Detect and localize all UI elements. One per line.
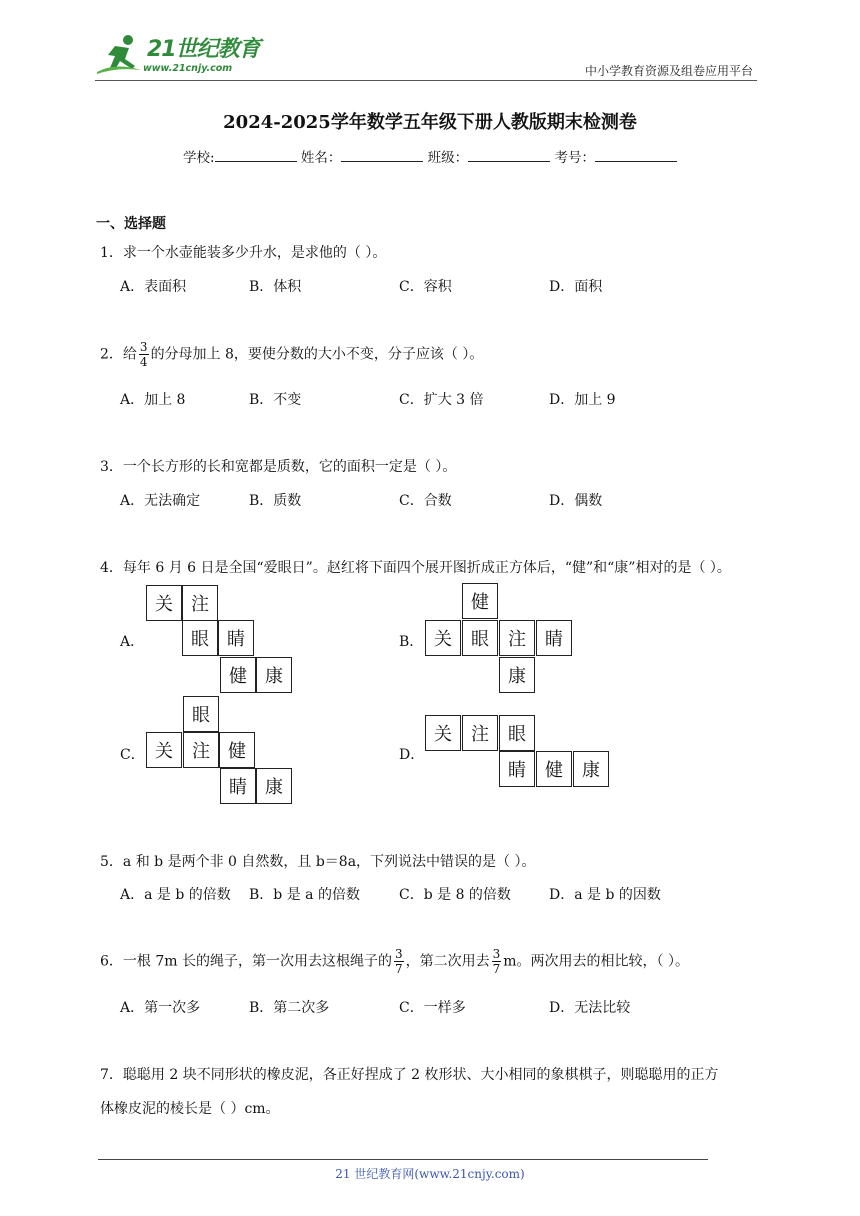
class-label: 班级： — [427, 150, 469, 166]
school-label: 学校: — [183, 150, 215, 166]
question-2-option-d: D．加上 9 — [549, 392, 616, 408]
question-6-option-a: A．第一次多 — [120, 1000, 201, 1016]
question-2-option-a: A．加上 8 — [120, 392, 186, 408]
question-4-stem: 4．每年 6 月 6 日是全国“爱眼日”。赵红将下面四个展开图折成正方体后，“健”和“康”相对的是（ ）。 — [100, 560, 731, 576]
fraction-denominator: 4 — [139, 355, 148, 369]
question-1-option-b: B．体积 — [249, 279, 302, 295]
question-5-option-d: D．a 是 b 的因数 — [549, 887, 661, 903]
question-5-stem: 5．a 和 b 是两个非 0 自然数，且 b＝8a，下列说法中错误的是（ ）。 — [100, 854, 536, 870]
footer-divider — [98, 1159, 708, 1160]
question-5-option-b: B．b 是 a 的倍数 — [249, 887, 360, 903]
net-c-cell: 健 — [219, 732, 255, 768]
net-b-cell: 关 — [425, 620, 461, 656]
question-3-stem: 3．一个长方形的长和宽都是质数，它的面积一定是（ ）。 — [100, 459, 457, 475]
question-6-option-b: B．第二次多 — [249, 1000, 330, 1016]
net-b-cell: 眼 — [462, 620, 498, 656]
net-c-cell: 注 — [183, 732, 219, 768]
question-1-option-c: C．容积 — [399, 279, 452, 295]
question-6-option-d: D．无法比较 — [549, 1000, 631, 1016]
question-5-option-a: A．a 是 b 的倍数 — [120, 887, 231, 903]
exam-no-label: 考号： — [554, 150, 595, 166]
logo-url: www.21cnjy.com — [143, 63, 233, 74]
net-a-label: A． — [120, 634, 145, 650]
question-6-option-c: C．一样多 — [399, 1000, 466, 1016]
question-2-option-c: C．扩大 3 倍 — [399, 392, 484, 408]
fraction-numerator: 3 — [395, 947, 403, 961]
question-1-option-a: A．表面积 — [120, 279, 187, 295]
question-6-stem-middle: ，第二次用去 — [405, 953, 490, 970]
net-a-cell: 睛 — [218, 620, 254, 656]
fraction-numerator: 3 — [139, 340, 148, 354]
question-6-stem-start: 6．一根 7m 长的绳子，第一次用去这根绳子的 — [100, 953, 392, 970]
net-d-cell: 睛 — [499, 751, 535, 787]
net-d-cell: 关 — [425, 715, 461, 751]
question-6-stem-end: m。两次用去的相比较，（ ）。 — [503, 953, 690, 970]
footer-text: 21 世纪教育网(www.21cnjy.com) — [335, 1167, 525, 1181]
student-info-line — [0, 146, 860, 166]
net-a-cell: 眼 — [182, 620, 218, 656]
net-b-cell: 健 — [462, 583, 498, 619]
question-2-option-b: B．不变 — [249, 392, 302, 408]
platform-label: 中小学教育资源及组卷应用平台 — [584, 64, 753, 78]
net-b-cell: 康 — [499, 657, 535, 693]
header-divider — [95, 80, 757, 81]
name-blank — [341, 148, 423, 162]
fraction-three-sevenths — [394, 947, 404, 976]
net-d-cell: 眼 — [499, 715, 535, 751]
school-blank — [215, 148, 297, 162]
question-7-line-2: 体橡皮泥的棱长是（ ）cm。 — [100, 1101, 280, 1117]
net-c-label: C． — [120, 747, 145, 763]
question-1-option-d: D．面积 — [549, 279, 603, 295]
fraction-denominator: 7 — [492, 962, 501, 976]
section-heading: 一、选择题 — [96, 216, 166, 232]
fraction-denominator: 7 — [395, 962, 403, 976]
question-5-option-c: C．b 是 8 的倍数 — [399, 887, 511, 903]
fraction-three-quarters — [139, 340, 149, 369]
net-a-cell: 健 — [220, 657, 256, 693]
question-3-option-d: D．偶数 — [549, 493, 603, 509]
fraction-three-sevenths — [492, 947, 502, 976]
question-3-option-c: C．合数 — [399, 493, 452, 509]
net-d-cell: 健 — [536, 751, 572, 787]
net-d-cell: 康 — [573, 751, 609, 787]
question-7-line-1: 7．聪聪用 2 块不同形状的橡皮泥，各正好捏成了 2 枚形状、大小相同的象棋棋子，则聪聪用的正方 — [100, 1067, 719, 1083]
question-3-option-a: A．无法确定 — [120, 493, 201, 509]
net-d-label: D． — [399, 747, 425, 763]
question-1-stem: 1．求一个水壶能装多少升水，是求他的（ ）。 — [100, 245, 387, 261]
fraction-numerator: 3 — [492, 947, 501, 961]
class-blank — [468, 148, 550, 162]
net-b-cell: 注 — [499, 620, 535, 656]
net-c-cell: 康 — [256, 768, 292, 804]
net-a-cell: 康 — [256, 657, 292, 693]
net-a-cell: 注 — [182, 585, 218, 621]
name-label: 姓名： — [300, 150, 342, 166]
net-c-cell: 关 — [146, 732, 182, 768]
net-a-cell: 关 — [146, 585, 182, 621]
net-b-label: B． — [399, 634, 424, 650]
question-2-stem-start: 2．给 — [100, 346, 137, 363]
question-2-stem — [100, 340, 483, 369]
net-b-cell: 睛 — [536, 620, 572, 656]
net-c-cell: 睛 — [220, 768, 256, 804]
question-3-option-b: B．质数 — [249, 493, 302, 509]
question-6-stem — [100, 947, 689, 976]
net-c-cell: 眼 — [183, 696, 219, 732]
net-d-cell: 注 — [462, 715, 498, 751]
logo-name: 21世纪教育 — [147, 37, 260, 62]
exam-no-blank — [595, 148, 677, 162]
runner-logo-icon — [95, 32, 145, 76]
question-2-stem-end: 的分母加上 8，要使分数的大小不变，分子应该（ ）。 — [150, 346, 484, 363]
logo — [95, 30, 265, 80]
exam-title: 2024-2025学年数学五年级下册人教版期末检测卷 — [223, 112, 637, 133]
